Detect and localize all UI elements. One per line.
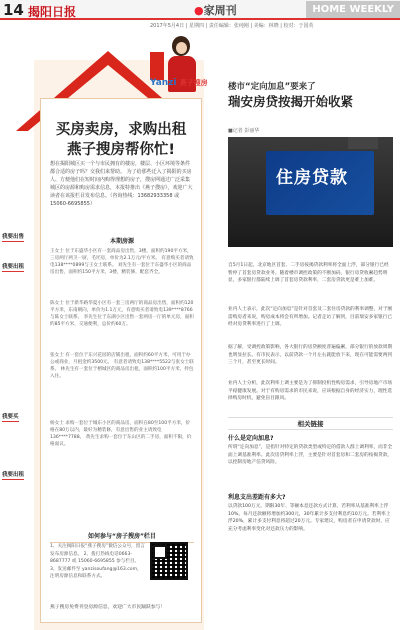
logo-zh: 燕子搜房: [179, 79, 208, 87]
question-1: 什么是定向加息?: [228, 435, 274, 442]
section-dot-icon: ●: [194, 4, 204, 17]
logo-text: Yanzi: [150, 78, 177, 88]
chimney-shape: [150, 52, 164, 80]
left-headline: [46, 120, 196, 160]
listings-section-title: 本期房源: [109, 238, 134, 245]
tag-sell: 我要出售: [2, 234, 25, 240]
question-2: 利息支出差距有多大?: [228, 494, 286, 501]
section-label: 家周刊: [203, 4, 237, 17]
lead-paragraph: 想在揭阳城区买一个与市民拥有的楼房，楼层、小区环境等条件都合适的房子吗？交我们来帮助。 为了给那些迁入了揭阳的买房人、方便他们在短时间内购得理想的房子，搜房网通过广泛采集城区的房源和购房需求信息，本报特推出《燕子搜房》，欢迎广大读者在该报栏目发布信息。（咨询热线：13682933358 或 15060-6695855）: [50, 161, 193, 207]
section-name: [194, 2, 237, 18]
ceiling-lamp-shape: [348, 137, 378, 149]
article-kicker: 楼市“定向加息”要来了: [228, 82, 316, 92]
bank-sign-photo: [228, 137, 393, 247]
article-para-1: 自5月1日起，北京地区首套、二手房按揭贷款利率将全面上浮，部分银行已经暂停了首套房贷款业务。随着楼市调控政策的不断加码，银行房贷收紧趋势明显，多家银行都陆续上调了首套房贷款利率，二套房贷款更是难上加难。: [228, 263, 389, 284]
footer-note: 燕子搜房免费刊登房源信息，欢迎广大市民踊跃参与！: [50, 605, 166, 610]
header-meta: 2017年5月4日 | 星期四 | 责任编辑：张纯刚 | 美编：林晓 | 校对：于国英: [150, 23, 314, 29]
listing-block-a: 王女士 位于东盛华小区有一套商品房出售，3楼，面积约190平方米，三房两厅两卫一厨，毛坯房，单价为2.1万元/平方米。 有意购买者请致电138****0899与王女士联系。 刘先生有一套位于东盛华小区的商品房出售，面积约150平方米，3楼，精装修，配套齐全。: [50, 249, 194, 275]
tag-buy: 我要买: [2, 414, 19, 420]
mascot-face: [176, 42, 187, 54]
howto-text: 1、关注揭阳日报“燕子搜房”微信公众号，留言发布房源信息。 2、拨打热线电话0663-8687777 或 15060-6695855 参与栏目。 3、发送邮件至 yanzisoufang@163.com，注明房源信息和联系方式。: [50, 544, 145, 579]
listing-block-b: 陈女士 位于新华路华夏小区有一套三房两厅的商品房出售，面积约120平方米，东南朝向，单价为1.1万元，有意购买者请致电139****8766与陈女士联系。 李先生位于东湖小区出售一套两房一厅的单元房，面积约85平方米，交通便利，总价约60万。: [50, 301, 194, 327]
page-number: 14: [3, 1, 24, 19]
headline-line-2: 燕子搜房帮你忙!: [66, 142, 176, 158]
article-para-4: 业内人士分析，此次利率上调主要是为了抑制投机性购房需求，引导房地产市场平稳健康发展。对于有购房需求的市民来说，应该根据自身的经济实力，理性选择购房时机，避免盲目跟风。: [228, 381, 393, 402]
article-para-3: 据了解，受调控政策影响，各大银行的房贷额度普遍偏紧，部分银行的放款周期也明显拉长。有市民表示，以前贷款一个月左右就能放下来，现在可能需要两到三个月，甚至更长时间。: [228, 345, 393, 366]
article-byline: ■记者 彭丽华: [228, 128, 260, 134]
article-title: 瑞安房贷按揭开始收紧: [228, 94, 354, 109]
answer-2: 以贷款100万元、期限30年、等额本息还款方式计算，若利率从基准利率上浮10%，每月还款额将增加约300元，30年累计多支付利息约10万元。若利率上浮20%，累计多支付利息将超过20万元。专家建议，购房者在申请贷款时，应充分考虑利率变化对还款压力的影响。: [228, 504, 391, 532]
page-header: [0, 0, 400, 20]
qr-code-icon[interactable]: [150, 542, 188, 580]
newspaper-name: 揭阳日报: [28, 5, 77, 19]
related-links-title: 相关链接: [228, 417, 393, 430]
headline-line-1: 买房卖房，求购出租: [55, 122, 187, 138]
tag-rent-2: 我要出租: [2, 472, 25, 478]
answer-1: 所谓“定向加息”，是指针对特定的贷款类型或特定的借款人群上调利率，而非全面上调基准利率。此次房贷利率上浮，主要是针对首套房和二套房的按揭贷款，以控制房地产信贷风险。: [228, 445, 393, 466]
article-para-2: 业内人士表示，此次“定向加息”是针对首套及二套住房贷款的利率调整，对于刚需购房者来说，购房成本将会有所增加。记者走访了解到，目前瑞安多家银行已经对房贷利率进行了上调。: [228, 307, 393, 328]
listing-block-c: 张女士 有一套位于东兴花园的店铺出租，面积约60平方米，可用于办公或商业，月租金约3500元。 有意者请致电138****5522与张女士联系。 林先生有一套位于榕城区的商品房出租，面积约100平方米，拎包入住。: [50, 353, 194, 379]
howto-title: 如何参与“房子搜房”栏目: [50, 531, 194, 543]
mascot-logo: [150, 78, 208, 88]
tag-rent: 我要出租: [2, 264, 25, 270]
weekly-banner: HOME WEEKLY: [306, 1, 400, 18]
sign-text: 住房贷款: [276, 168, 348, 188]
listing-block-d: 杨女士 求购一套位于城东小区的商品房，面积在80至100平方米，价格在80万以内，最好为精装修，有意出售的业主请致电136****7788。 黄先生求购一套位于东山区的二手房，面积不限，价格面议。: [50, 421, 192, 447]
